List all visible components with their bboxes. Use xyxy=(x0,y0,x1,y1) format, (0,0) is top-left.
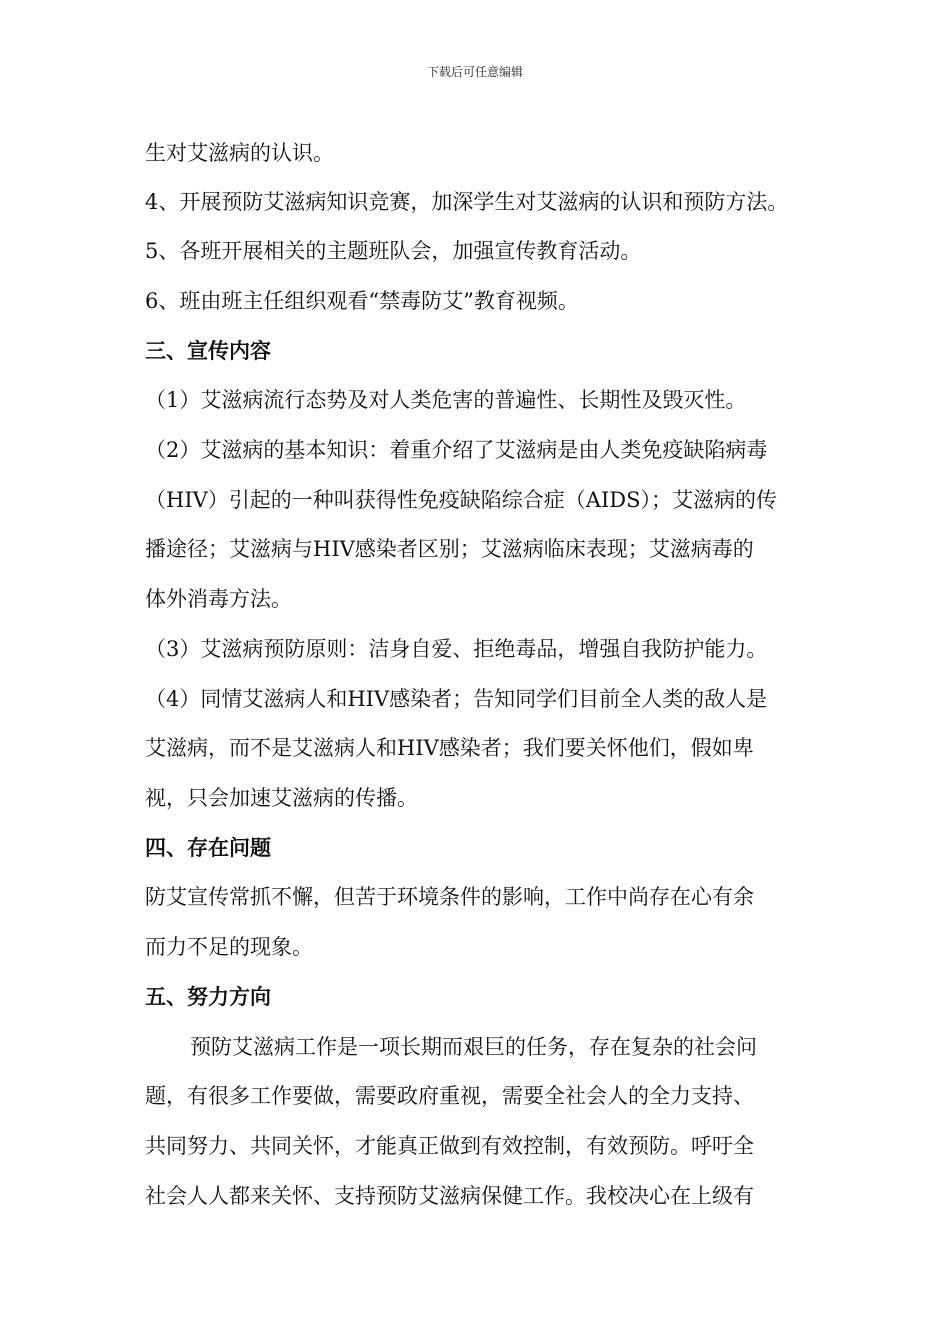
body-line: 预防艾滋病工作是一项长期而艰巨的任务，存在复杂的社会问 xyxy=(190,1035,757,1059)
list-item: 4、开展预防艾滋病知识竞赛，加深学生对艾滋病的认识和预防方法。 xyxy=(145,190,789,214)
list-item: 6、班由班主任组织观看“禁毒防艾”教育视频。 xyxy=(145,289,579,313)
body-line: 视，只会加速艾滋病的传播。 xyxy=(145,786,418,810)
body-line: 播途径；艾滋病与HIV感染者区别；艾滋病临床表现；艾滋病毒的 xyxy=(145,537,754,561)
body-line: 生对艾滋病的认识。 xyxy=(145,141,334,165)
page-header: 下载后可任意编辑 xyxy=(426,65,523,79)
body-line: 防艾宣传常抓不懈，但苦于环境条件的影响，工作中尚存在心有余 xyxy=(145,885,754,909)
list-item: （2）艾滋病的基本知识：着重介绍了艾滋病是由人类免疫缺陷病毒 xyxy=(145,438,768,462)
body-line: 题，有很多工作要做，需要政府重视，需要全社会人的全力支持、 xyxy=(145,1084,754,1108)
section-heading: 四、存在问题 xyxy=(145,835,271,860)
body-line: 体外消毒方法。 xyxy=(145,587,292,611)
body-line: （HIV）引起的一种叫获得性免疫缺陷综合症（AIDS）；艾滋病的传 xyxy=(145,488,777,512)
list-item: 5、各班开展相关的主题班队会，加强宣传教育活动。 xyxy=(145,239,642,263)
list-item: （1）艾滋病流行态势及对人类危害的普遍性、长期性及毁灭性。 xyxy=(145,388,747,412)
body-line: 社会人人都来关怀、支持预防艾滋病保健工作。我校决心在上级有 xyxy=(145,1184,754,1208)
body-line: 艾滋病，而不是艾滋病人和HIV感染者；我们要关怀他们，假如卑 xyxy=(145,736,754,760)
list-item: （3）艾滋病预防原则：洁身自爱、拒绝毒品，增强自我防护能力。 xyxy=(145,637,768,661)
body-line: 而力不足的现象。 xyxy=(145,935,313,959)
list-item: （4）同情艾滋病人和HIV感染者；告知同学们目前全人类的敌人是 xyxy=(145,687,768,711)
body-line: 共同努力、共同关怀，才能真正做到有效控制，有效预防。呼吁全 xyxy=(145,1134,754,1158)
section-heading: 三、宣传内容 xyxy=(145,338,271,363)
section-heading: 五、努力方向 xyxy=(145,984,271,1009)
